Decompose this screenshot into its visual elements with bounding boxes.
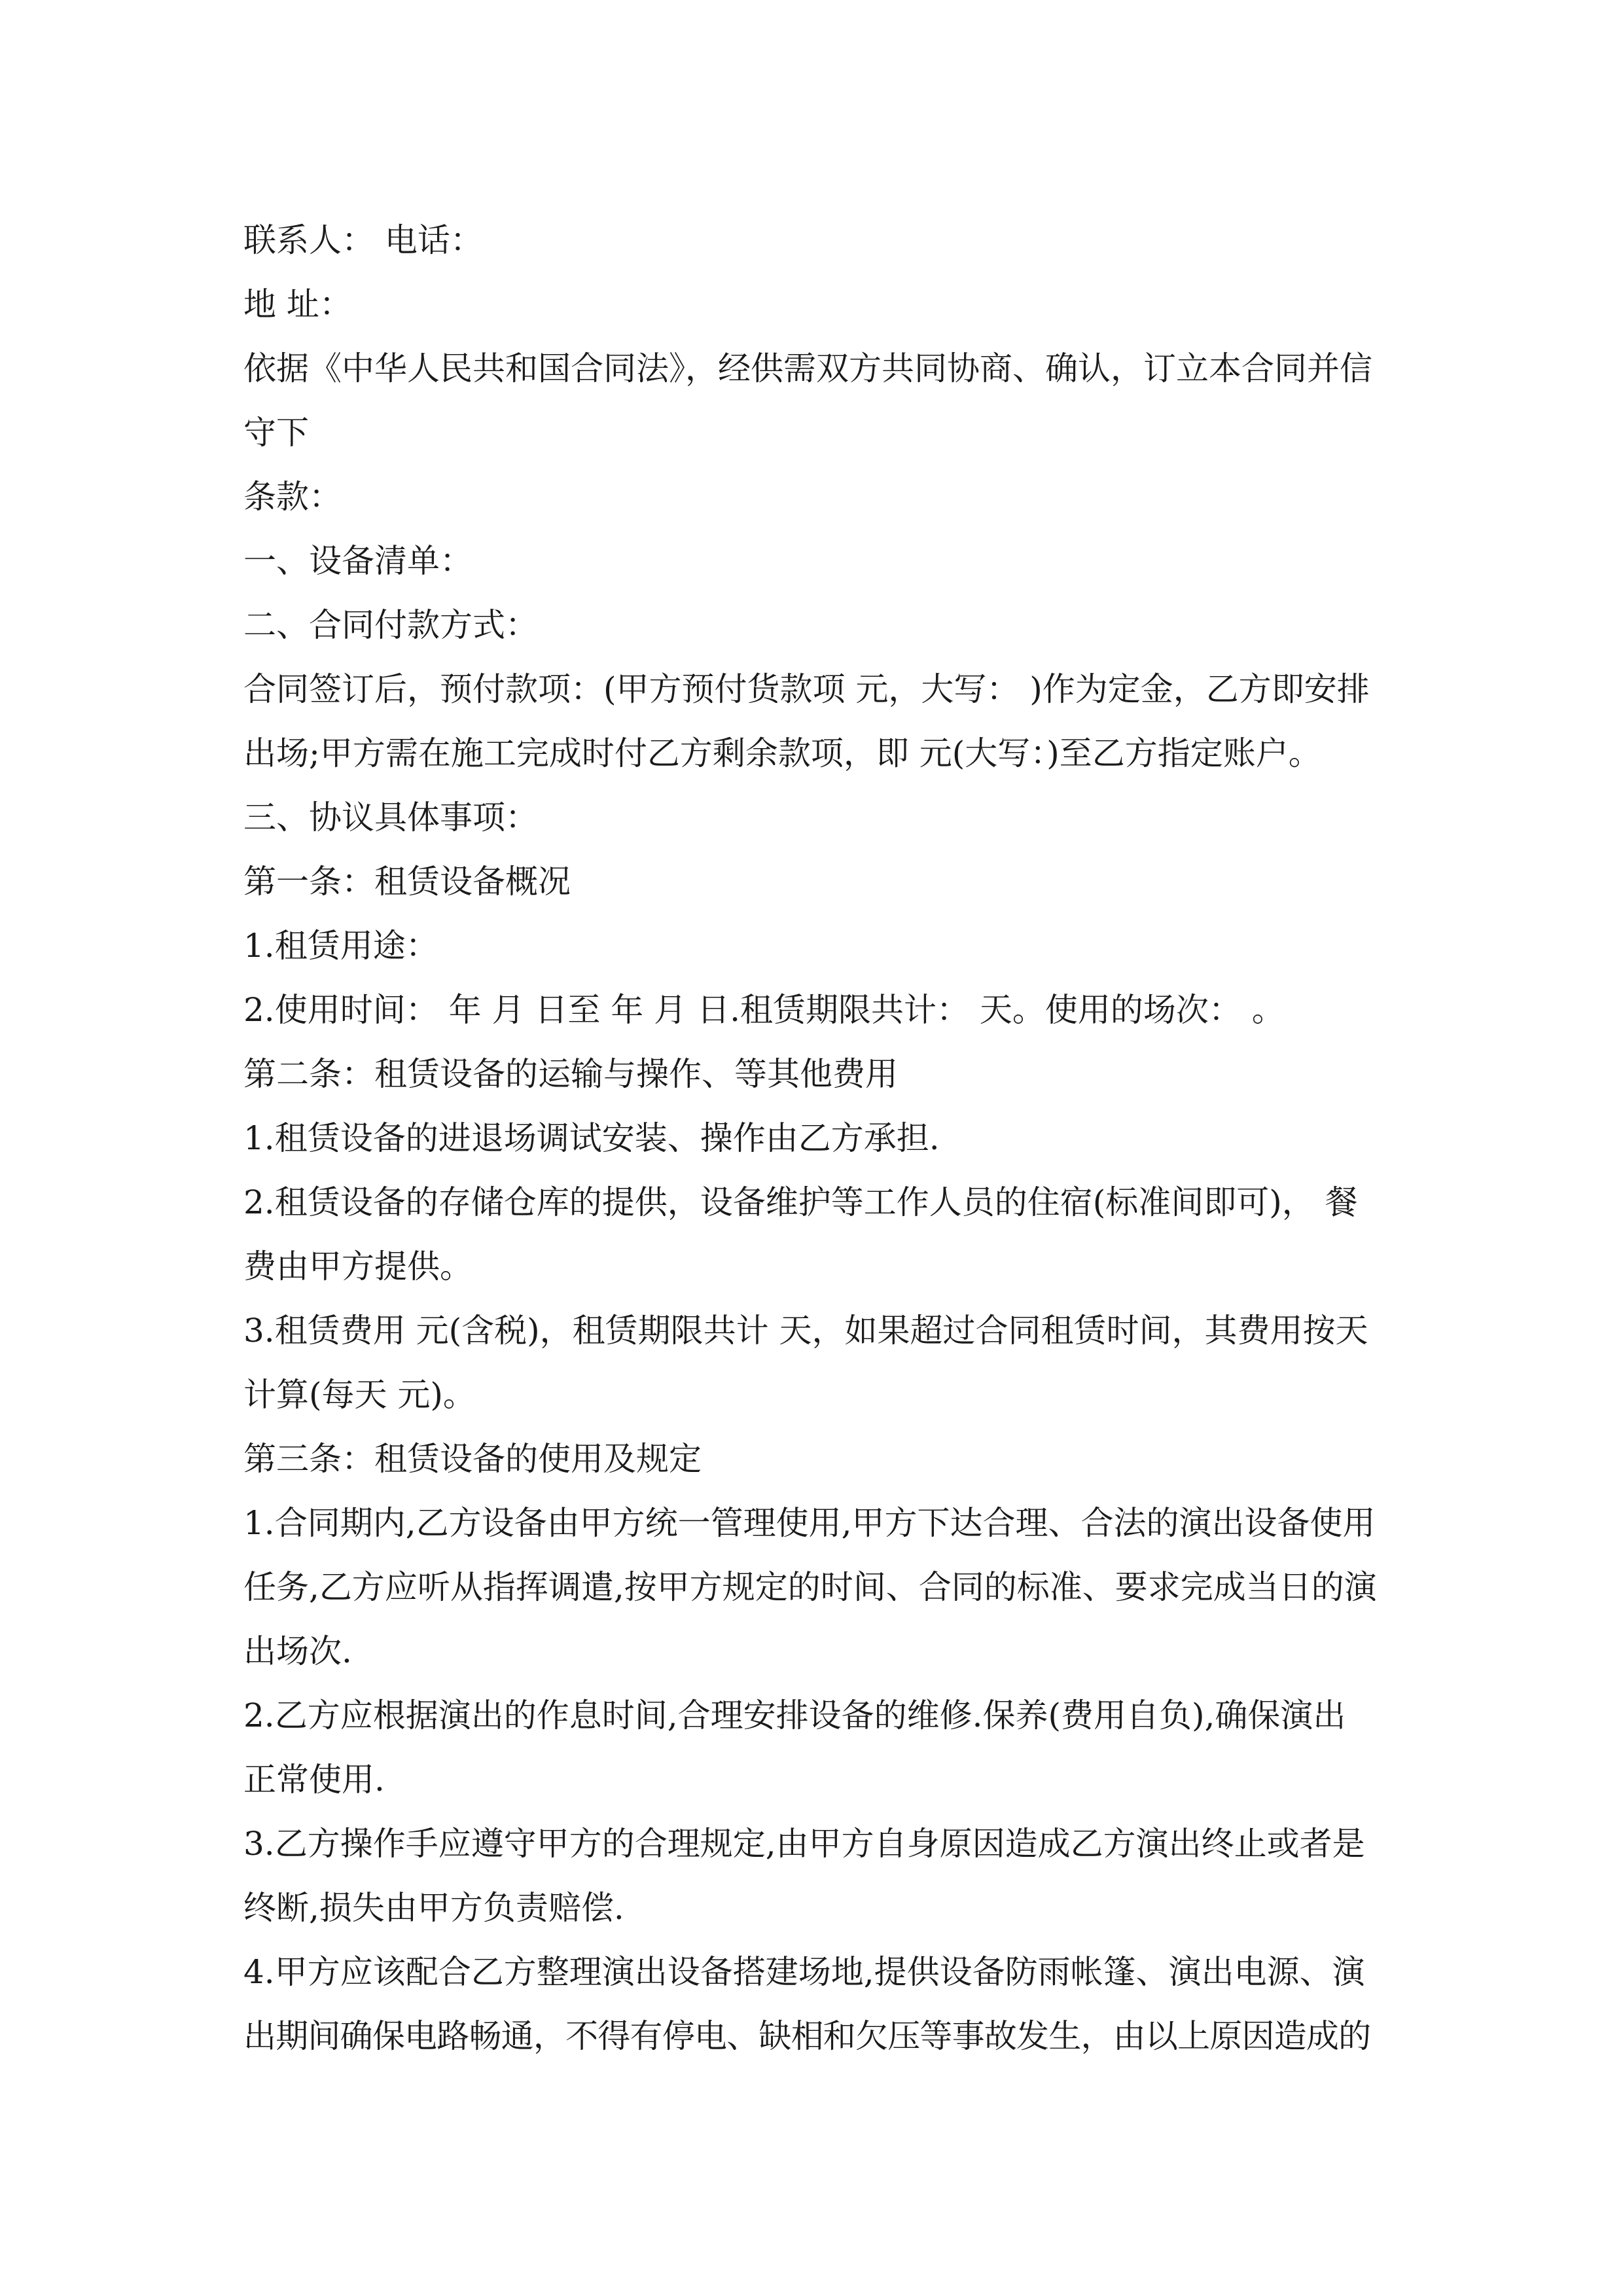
clause-line: 2.租赁设备的存储仓库的提供，设备维护等工作人员的住宿(标准间即可)， 餐 [243,1183,1358,1221]
contract-body [243,208,1382,2068]
clause-line: 2.乙方应根据演出的作息时间,合理安排设备的维修.保养(费用自负),确保演出 [243,1696,1346,1734]
paragraph-line: 合同签订后，预付款项：(甲方预付货款项 元，大写： )作为定金，乙方即安排 [243,670,1370,708]
address-line: 地 址： [243,285,352,323]
clause-line: 费由甲方提供。 [243,1247,473,1285]
clause-line: 1.租赁用途： [243,927,438,965]
section-heading: 一、设备清单： [243,542,473,580]
clause-line: 计算(每天 元)。 [243,1376,476,1414]
article-heading: 第一条：租赁设备概况 [243,863,571,901]
clause-line: 任务,乙方应听从指挥调遣,按甲方规定的时间、合同的标准、要求完成当日的演 [243,1568,1377,1606]
clause-line: 正常使用. [243,1761,385,1799]
clause-line: 2.使用时间： 年 月 日至 年 月 日.租赁期限共计： 天。使用的场次： 。 [243,991,1285,1029]
terms-heading: 条款： [243,478,342,516]
clause-line: 1.合同期内,乙方设备由甲方统一管理使用,甲方下达合理、合法的演出设备使用 [243,1504,1376,1542]
clause-line: 1.租赁设备的进退场调试安装、操作由乙方承担. [243,1119,940,1157]
preamble-line: 依据《中华人民共和国合同法》，经供需双方共同协商、确认，订立本合同并信 [243,350,1372,387]
clause-line: 3.乙方操作手应遵守甲方的合理规定,由甲方自身原因造成乙方演出终止或者是 [243,1825,1365,1863]
clause-line: 出期间确保电路畅通，不得有停电、缺相和欠压等事故发生，由以上原因造成的 [243,2017,1371,2055]
section-heading: 三、协议具体事项： [243,798,538,836]
section-heading: 二、合同付款方式： [243,606,538,644]
preamble-line: 守下 [243,414,309,452]
clause-line: 出场次. [243,1632,352,1670]
clause-line: 3.租赁费用 元(含税)，租赁期限共计 天，如果超过合同租赁时间，其费用按天 [243,1312,1368,1350]
paragraph-line: 出场;甲方需在施工完成时付乙方剩余款项，即 元(大写：)至乙方指定账户。 [243,734,1321,772]
clause-line: 4.甲方应该配合乙方整理演出设备搭建场地,提供设备防雨帐篷、演出电源、演 [243,1953,1365,1991]
clause-line: 终断,损失由甲方负责赔偿. [243,1889,624,1927]
contact-line: 联系人： 电话： [243,221,483,259]
article-heading: 第三条：租赁设备的使用及规定 [243,1440,702,1478]
article-heading: 第二条：租赁设备的运输与操作、等其他费用 [243,1055,898,1093]
